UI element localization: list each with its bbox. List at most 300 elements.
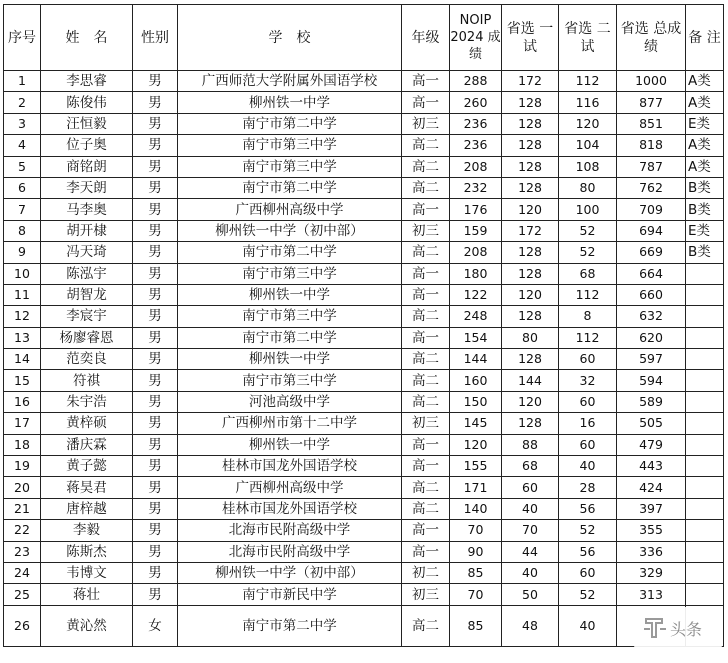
cell-round1: 80 xyxy=(502,327,559,348)
table-row xyxy=(4,156,724,177)
cell-round1: 120 xyxy=(502,391,559,412)
table-row xyxy=(4,306,724,327)
cell-round2: 112 xyxy=(559,327,617,348)
cell-no: 5 xyxy=(4,156,41,177)
cell-round2: 52 xyxy=(559,520,617,541)
cell-total: 313 xyxy=(617,584,686,605)
watermark xyxy=(634,607,722,651)
watermark-text: 头条 xyxy=(670,620,703,639)
cell-school: 南宁市第三中学 xyxy=(178,370,402,391)
cell-no: 7 xyxy=(4,199,41,220)
cell-name: 黄沁然 xyxy=(41,605,133,646)
cell-school: 柳州铁一中学 xyxy=(178,349,402,370)
cell-round1: 40 xyxy=(502,498,559,519)
cell-round1: 40 xyxy=(502,562,559,583)
cell-name: 唐梓越 xyxy=(41,498,133,519)
cell-no: 2 xyxy=(4,92,41,113)
table-row xyxy=(4,327,724,348)
cell-gender: 男 xyxy=(133,584,178,605)
cell-total: 1000 xyxy=(617,71,686,92)
cell-note xyxy=(686,434,724,455)
cell-note xyxy=(686,413,724,434)
cell-noip: 232 xyxy=(450,177,502,198)
table-row xyxy=(4,220,724,241)
cell-no: 10 xyxy=(4,263,41,284)
cell-grade: 初二 xyxy=(402,562,450,583)
cell-round1: 128 xyxy=(502,349,559,370)
cell-noip: 260 xyxy=(450,92,502,113)
cell-note xyxy=(686,349,724,370)
cell-grade: 高二 xyxy=(402,306,450,327)
cell-grade: 高二 xyxy=(402,605,450,646)
cell-name: 符祺 xyxy=(41,370,133,391)
cell-no: 17 xyxy=(4,413,41,434)
cell-round2: 16 xyxy=(559,413,617,434)
cell-total: 589 xyxy=(617,391,686,412)
cell-gender: 男 xyxy=(133,306,178,327)
cell-round2: 8 xyxy=(559,306,617,327)
cell-total: 597 xyxy=(617,349,686,370)
cell-round2: 40 xyxy=(559,456,617,477)
cell-noip: 236 xyxy=(450,113,502,134)
cell-grade: 高二 xyxy=(402,370,450,391)
cell-gender: 男 xyxy=(133,284,178,305)
cell-round1: 128 xyxy=(502,413,559,434)
cell-name: 李宸宇 xyxy=(41,306,133,327)
cell-gender: 男 xyxy=(133,135,178,156)
cell-name: 李天朗 xyxy=(41,177,133,198)
cell-no: 19 xyxy=(4,456,41,477)
cell-name: 朱宇浩 xyxy=(41,391,133,412)
cell-round2: 56 xyxy=(559,541,617,562)
cell-round1: 128 xyxy=(502,306,559,327)
cell-grade: 高一 xyxy=(402,434,450,455)
cell-note: B类 xyxy=(686,177,724,198)
cell-gender: 男 xyxy=(133,413,178,434)
cell-round1: 172 xyxy=(502,71,559,92)
cell-name: 杨廖睿恩 xyxy=(41,327,133,348)
cell-grade: 高二 xyxy=(402,242,450,263)
table-row xyxy=(4,520,724,541)
cell-school: 南宁市第二中学 xyxy=(178,242,402,263)
cell-round2: 60 xyxy=(559,562,617,583)
table-row xyxy=(4,391,724,412)
results-table xyxy=(3,4,724,647)
cell-round1: 68 xyxy=(502,456,559,477)
cell-round1: 70 xyxy=(502,520,559,541)
cell-note xyxy=(686,477,724,498)
cell-noip: 208 xyxy=(450,156,502,177)
cell-gender: 男 xyxy=(133,263,178,284)
cell-noip: 171 xyxy=(450,477,502,498)
cell-no: 11 xyxy=(4,284,41,305)
cell-school: 南宁市第二中学 xyxy=(178,327,402,348)
cell-grade: 高二 xyxy=(402,156,450,177)
cell-school: 桂林市国龙外国语学校 xyxy=(178,456,402,477)
cell-round2: 40 xyxy=(559,605,617,646)
cell-name: 陈泓宇 xyxy=(41,263,133,284)
table-row xyxy=(4,242,724,263)
cell-no: 9 xyxy=(4,242,41,263)
cell-name: 黄梓硕 xyxy=(41,413,133,434)
cell-round2: 60 xyxy=(559,434,617,455)
cell-noip: 154 xyxy=(450,327,502,348)
header-name: 姓 名 xyxy=(41,5,133,71)
table-row xyxy=(4,370,724,391)
header-round2: 省选 二试 xyxy=(559,5,617,71)
table-row xyxy=(4,498,724,519)
toutiao-logo-icon xyxy=(642,617,668,639)
cell-school: 南宁市新民中学 xyxy=(178,584,402,605)
cell-note: A类 xyxy=(686,92,724,113)
cell-noip: 70 xyxy=(450,584,502,605)
cell-gender: 男 xyxy=(133,199,178,220)
cell-gender: 男 xyxy=(133,113,178,134)
cell-name: 陈斯杰 xyxy=(41,541,133,562)
cell-note xyxy=(686,263,724,284)
cell-total: 709 xyxy=(617,199,686,220)
cell-noip: 145 xyxy=(450,413,502,434)
cell-noip: 122 xyxy=(450,284,502,305)
cell-grade: 高二 xyxy=(402,177,450,198)
cell-round2: 104 xyxy=(559,135,617,156)
cell-school: 柳州铁一中学 xyxy=(178,284,402,305)
cell-school: 桂林市国龙外国语学校 xyxy=(178,498,402,519)
cell-name: 马李奥 xyxy=(41,199,133,220)
cell-total: 762 xyxy=(617,177,686,198)
cell-grade: 高一 xyxy=(402,541,450,562)
table-row xyxy=(4,263,724,284)
cell-no: 20 xyxy=(4,477,41,498)
cell-grade: 高二 xyxy=(402,477,450,498)
cell-grade: 高一 xyxy=(402,92,450,113)
cell-total: 694 xyxy=(617,220,686,241)
cell-note: E类 xyxy=(686,220,724,241)
cell-grade: 高一 xyxy=(402,456,450,477)
cell-school: 广西师范大学附属外国语学校 xyxy=(178,71,402,92)
cell-note xyxy=(686,370,724,391)
cell-no: 1 xyxy=(4,71,41,92)
cell-school: 河池高级中学 xyxy=(178,391,402,412)
cell-gender: 女 xyxy=(133,605,178,646)
cell-total: 632 xyxy=(617,306,686,327)
cell-total: 505 xyxy=(617,413,686,434)
cell-school: 南宁市第三中学 xyxy=(178,306,402,327)
cell-total: 669 xyxy=(617,242,686,263)
cell-round2: 60 xyxy=(559,391,617,412)
cell-name: 韦博文 xyxy=(41,562,133,583)
cell-round1: 48 xyxy=(502,605,559,646)
cell-total: 660 xyxy=(617,284,686,305)
cell-round2: 116 xyxy=(559,92,617,113)
cell-round2: 112 xyxy=(559,71,617,92)
cell-noip: 70 xyxy=(450,520,502,541)
cell-note: B类 xyxy=(686,242,724,263)
cell-no: 16 xyxy=(4,391,41,412)
cell-name: 李毅 xyxy=(41,520,133,541)
cell-round1: 144 xyxy=(502,370,559,391)
table-row xyxy=(4,349,724,370)
cell-noip: 248 xyxy=(450,306,502,327)
cell-grade: 高一 xyxy=(402,199,450,220)
cell-school: 北海市民附高级中学 xyxy=(178,520,402,541)
cell-note: A类 xyxy=(686,71,724,92)
cell-round2: 80 xyxy=(559,177,617,198)
table-row xyxy=(4,562,724,583)
cell-name: 胡开棣 xyxy=(41,220,133,241)
table-row xyxy=(4,71,724,92)
cell-school: 柳州铁一中学（初中部） xyxy=(178,220,402,241)
cell-no: 14 xyxy=(4,349,41,370)
table-row xyxy=(4,199,724,220)
cell-noip: 120 xyxy=(450,434,502,455)
table-row xyxy=(4,584,724,605)
cell-total: 424 xyxy=(617,477,686,498)
header-no: 序号 xyxy=(4,5,41,71)
cell-gender: 男 xyxy=(133,541,178,562)
cell-round2: 108 xyxy=(559,156,617,177)
cell-round1: 128 xyxy=(502,113,559,134)
cell-name: 位子奥 xyxy=(41,135,133,156)
cell-school: 南宁市第三中学 xyxy=(178,263,402,284)
cell-no: 15 xyxy=(4,370,41,391)
table-row xyxy=(4,434,724,455)
cell-no: 26 xyxy=(4,605,41,646)
cell-gender: 男 xyxy=(133,327,178,348)
table-row xyxy=(4,113,724,134)
cell-noip: 160 xyxy=(450,370,502,391)
cell-gender: 男 xyxy=(133,156,178,177)
cell-school: 南宁市第三中学 xyxy=(178,135,402,156)
cell-round1: 88 xyxy=(502,434,559,455)
cell-school: 北海市民附高级中学 xyxy=(178,541,402,562)
cell-noip: 144 xyxy=(450,349,502,370)
cell-noip: 90 xyxy=(450,541,502,562)
header-school: 学 校 xyxy=(178,5,402,71)
cell-grade: 初三 xyxy=(402,584,450,605)
cell-note xyxy=(686,498,724,519)
cell-school: 广西柳州市第十二中学 xyxy=(178,413,402,434)
cell-noip: 208 xyxy=(450,242,502,263)
table-row xyxy=(4,177,724,198)
cell-noip: 236 xyxy=(450,135,502,156)
cell-total: 355 xyxy=(617,520,686,541)
table-row xyxy=(4,456,724,477)
cell-noip: 159 xyxy=(450,220,502,241)
cell-noip: 150 xyxy=(450,391,502,412)
cell-grade: 高二 xyxy=(402,135,450,156)
cell-no: 6 xyxy=(4,177,41,198)
cell-no: 24 xyxy=(4,562,41,583)
cell-school: 南宁市第二中学 xyxy=(178,113,402,134)
table-row xyxy=(4,541,724,562)
cell-round2: 60 xyxy=(559,349,617,370)
cell-school: 柳州铁一中学（初中部） xyxy=(178,562,402,583)
cell-total: 664 xyxy=(617,263,686,284)
cell-name: 黄子懿 xyxy=(41,456,133,477)
cell-no: 22 xyxy=(4,520,41,541)
cell-note xyxy=(686,456,724,477)
cell-no: 25 xyxy=(4,584,41,605)
table-row xyxy=(4,413,724,434)
table-row xyxy=(4,284,724,305)
cell-note: E类 xyxy=(686,113,724,134)
cell-gender: 男 xyxy=(133,520,178,541)
cell-note xyxy=(686,327,724,348)
cell-total: 818 xyxy=(617,135,686,156)
header-round1: 省选 一试 xyxy=(502,5,559,71)
cell-total: 443 xyxy=(617,456,686,477)
cell-note xyxy=(686,584,724,605)
cell-note xyxy=(686,306,724,327)
cell-round1: 128 xyxy=(502,177,559,198)
cell-note: B类 xyxy=(686,199,724,220)
cell-name: 蒋昊君 xyxy=(41,477,133,498)
cell-total: 877 xyxy=(617,92,686,113)
cell-grade: 初三 xyxy=(402,413,450,434)
cell-no: 8 xyxy=(4,220,41,241)
header-noip: NOIP 2024 成绩 xyxy=(450,5,502,71)
cell-school: 南宁市第二中学 xyxy=(178,177,402,198)
cell-round1: 44 xyxy=(502,541,559,562)
cell-round2: 56 xyxy=(559,498,617,519)
cell-no: 23 xyxy=(4,541,41,562)
header-grade: 年级 xyxy=(402,5,450,71)
cell-name: 范奕良 xyxy=(41,349,133,370)
cell-note xyxy=(686,284,724,305)
cell-noip: 288 xyxy=(450,71,502,92)
cell-round2: 52 xyxy=(559,220,617,241)
cell-note: A类 xyxy=(686,135,724,156)
cell-no: 4 xyxy=(4,135,41,156)
cell-gender: 男 xyxy=(133,349,178,370)
cell-school: 广西柳州高级中学 xyxy=(178,199,402,220)
cell-round2: 52 xyxy=(559,584,617,605)
table-row xyxy=(4,92,724,113)
cell-round1: 120 xyxy=(502,199,559,220)
cell-no: 12 xyxy=(4,306,41,327)
cell-gender: 男 xyxy=(133,498,178,519)
cell-total: 594 xyxy=(617,370,686,391)
cell-grade: 高二 xyxy=(402,391,450,412)
cell-grade: 高一 xyxy=(402,263,450,284)
cell-total: 787 xyxy=(617,156,686,177)
cell-grade: 高一 xyxy=(402,520,450,541)
cell-round1: 60 xyxy=(502,477,559,498)
cell-gender: 男 xyxy=(133,391,178,412)
cell-note: A类 xyxy=(686,156,724,177)
cell-round2: 52 xyxy=(559,242,617,263)
cell-total: 479 xyxy=(617,434,686,455)
cell-name: 商铭朗 xyxy=(41,156,133,177)
cell-name: 蒋壮 xyxy=(41,584,133,605)
cell-gender: 男 xyxy=(133,220,178,241)
cell-name: 冯天琦 xyxy=(41,242,133,263)
cell-school: 柳州铁一中学 xyxy=(178,92,402,113)
cell-noip: 85 xyxy=(450,562,502,583)
table-body xyxy=(4,71,724,647)
cell-no: 21 xyxy=(4,498,41,519)
cell-no: 3 xyxy=(4,113,41,134)
cell-total: 329 xyxy=(617,562,686,583)
cell-gender: 男 xyxy=(133,71,178,92)
cell-round1: 120 xyxy=(502,284,559,305)
cell-name: 潘庆霖 xyxy=(41,434,133,455)
cell-school: 南宁市第三中学 xyxy=(178,156,402,177)
cell-school: 广西柳州高级中学 xyxy=(178,477,402,498)
table-row xyxy=(4,135,724,156)
cell-round2: 28 xyxy=(559,477,617,498)
cell-grade: 高一 xyxy=(402,284,450,305)
cell-no: 18 xyxy=(4,434,41,455)
cell-total: 851 xyxy=(617,113,686,134)
cell-noip: 140 xyxy=(450,498,502,519)
cell-noip: 176 xyxy=(450,199,502,220)
cell-round1: 172 xyxy=(502,220,559,241)
cell-total: 336 xyxy=(617,541,686,562)
cell-grade: 高一 xyxy=(402,71,450,92)
cell-note xyxy=(686,520,724,541)
cell-grade: 高二 xyxy=(402,498,450,519)
cell-note xyxy=(686,541,724,562)
cell-school: 南宁市第二中学 xyxy=(178,605,402,646)
cell-note xyxy=(686,391,724,412)
cell-round1: 128 xyxy=(502,92,559,113)
cell-round2: 120 xyxy=(559,113,617,134)
cell-name: 陈俊伟 xyxy=(41,92,133,113)
cell-round2: 100 xyxy=(559,199,617,220)
cell-noip: 155 xyxy=(450,456,502,477)
cell-grade: 初三 xyxy=(402,220,450,241)
cell-round1: 128 xyxy=(502,156,559,177)
cell-total: 620 xyxy=(617,327,686,348)
cell-gender: 男 xyxy=(133,92,178,113)
cell-round1: 128 xyxy=(502,242,559,263)
cell-gender: 男 xyxy=(133,177,178,198)
cell-gender: 男 xyxy=(133,370,178,391)
cell-note xyxy=(686,562,724,583)
cell-total: 397 xyxy=(617,498,686,519)
cell-school: 柳州铁一中学 xyxy=(178,434,402,455)
header-note: 备 注 xyxy=(686,5,724,71)
cell-name: 李思睿 xyxy=(41,71,133,92)
cell-grade: 高二 xyxy=(402,349,450,370)
header-total: 省选 总成绩 xyxy=(617,5,686,71)
cell-round2: 112 xyxy=(559,284,617,305)
header-gender: 性别 xyxy=(133,5,178,71)
cell-no: 13 xyxy=(4,327,41,348)
cell-round1: 50 xyxy=(502,584,559,605)
cell-name: 汪恒毅 xyxy=(41,113,133,134)
cell-gender: 男 xyxy=(133,434,178,455)
cell-round2: 68 xyxy=(559,263,617,284)
header-row xyxy=(4,5,724,71)
table-row xyxy=(4,605,724,646)
cell-gender: 男 xyxy=(133,562,178,583)
cell-grade: 初三 xyxy=(402,113,450,134)
table-row xyxy=(4,477,724,498)
cell-grade: 高一 xyxy=(402,327,450,348)
cell-round2: 32 xyxy=(559,370,617,391)
cell-gender: 男 xyxy=(133,477,178,498)
cell-noip: 180 xyxy=(450,263,502,284)
cell-gender: 男 xyxy=(133,242,178,263)
cell-round1: 128 xyxy=(502,135,559,156)
cell-gender: 男 xyxy=(133,456,178,477)
cell-name: 胡智龙 xyxy=(41,284,133,305)
cell-round1: 128 xyxy=(502,263,559,284)
cell-noip: 85 xyxy=(450,605,502,646)
